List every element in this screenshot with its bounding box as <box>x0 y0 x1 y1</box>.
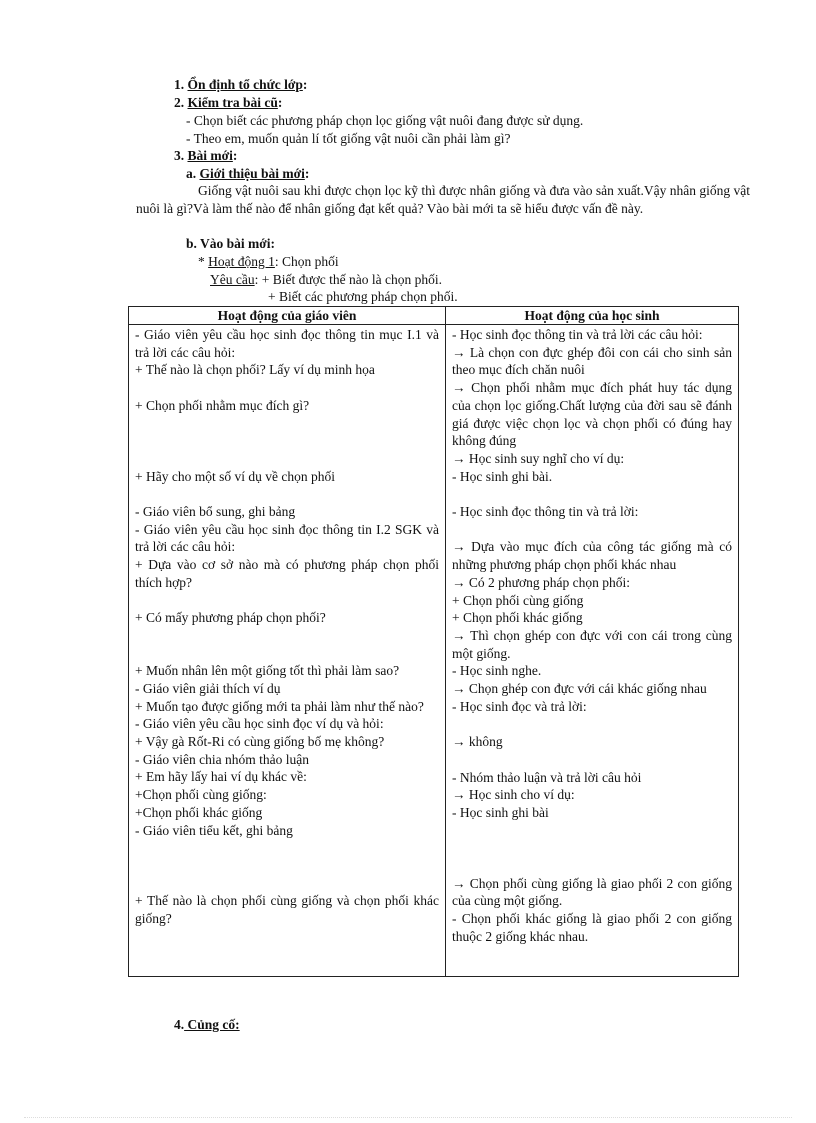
student-line: - Học sinh đọc thông tin và trả lời: <box>452 504 639 520</box>
teacher-column-header: Hoạt động của giáo viên <box>129 307 446 325</box>
section-4-heading: 4. Củng cố: <box>174 1017 240 1032</box>
intro-paragraph <box>136 182 750 217</box>
subsection-b-heading: b. Vào bài mới: <box>186 236 276 251</box>
teacher-line: - Giáo viên yêu cầu học sinh đọc thông tin I.2 SGK và trả lời các câu hỏi: <box>135 521 439 555</box>
student-line: + Chọn phối khác giống <box>452 610 583 626</box>
student-line: → Học sinh suy nghĩ cho ví dụ: <box>452 450 625 466</box>
teacher-line: + Thế nào là chọn phối cùng giống và chọn phối khác giống? <box>135 893 439 927</box>
activity-1-heading: * Hoạt động 1: Chọn phối <box>198 254 339 269</box>
student-line: - Nhóm thảo luận và trả lời câu hỏi <box>452 769 642 785</box>
teacher-line: - Giáo viên chia nhóm thảo luận <box>135 751 309 767</box>
teacher-line: - Giáo viên giải thích ví dụ <box>135 680 281 696</box>
teacher-line: + Em hãy lấy hai ví dụ khác về: <box>135 769 307 785</box>
section-2-title: Kiểm tra bài cũ <box>187 95 278 110</box>
student-activities-cell <box>446 325 739 977</box>
table-row <box>129 325 739 977</box>
section-3-title: Bài mới <box>187 148 233 163</box>
section-3-heading: 3. Bài mới: <box>174 148 238 163</box>
student-line: - Học sinh đọc thông tin và trả lời các câu hỏi: <box>452 327 703 342</box>
teacher-line: - Giáo viên yêu cầu học sinh đọc thông tin mục I.1 và trả lời các câu hỏi: <box>135 327 439 360</box>
teacher-line: +Chọn phối cùng giống: <box>135 787 267 803</box>
section-1-title: Ổn định tổ chức lớp <box>187 77 303 92</box>
section-4-title: Củng cố: <box>184 1017 240 1032</box>
teacher-line: - Giáo viên bổ sung, ghi bảng <box>135 503 296 519</box>
subsection-a-title: Giới thiệu bài mới <box>199 166 305 181</box>
requirement-line-1: Yêu cầu: + Biết được thế nào là chọn phối. <box>210 272 443 287</box>
student-line: → Chọn phối nhằm mục đích phát huy tác dụng của chọn lọc giống.Chất lượng của đời sau sẽ đánh giá được việc chọn lọc và chọn phối có đúng hay không đúng <box>452 380 732 449</box>
student-line: - Chọn phối khác giống là giao phối 2 con giống thuộc 2 giống khác nhau. <box>452 911 732 944</box>
teacher-line: +Chọn phối khác giống <box>135 804 263 820</box>
section-1-heading: 1. Ổn định tổ chức lớp: <box>174 77 308 92</box>
requirement-label: Yêu cầu <box>210 272 255 287</box>
student-line: → Là chọn con đực ghép đôi con cái cho sinh sản theo mục đích chăn nuôi <box>452 344 732 378</box>
teacher-line: + Hãy cho một số ví dụ về chọn phối <box>135 468 335 484</box>
subsection-b-title: Vào bài mới: <box>200 236 276 251</box>
requirement-line-2: + Biết các phương pháp chọn phối. <box>268 289 458 304</box>
activity-table <box>128 306 739 977</box>
teacher-line: + Có mấy phương pháp chọn phối? <box>135 610 326 626</box>
student-line: → Học sinh cho ví dụ: <box>452 787 575 803</box>
student-line: → Có 2 phương pháp chọn phối: <box>452 574 630 590</box>
review-question-2: - Theo em, muốn quản lí tốt giống vật nuôi cần phải làm gì? <box>186 131 511 146</box>
teacher-line: + Vậy gà Rốt-Ri có cùng giống bố mẹ không? <box>135 734 385 750</box>
student-line: → không <box>452 734 503 750</box>
teacher-activities-cell <box>129 325 446 977</box>
student-line: → Thì chọn ghép con đực với con cái trong cùng một giống. <box>452 627 732 661</box>
intro-text: Giống vật nuôi sau khi được chọn lọc kỹ thì được nhân giống và đưa vào sản xuất.Vậy nhân giống vật nuôi là gì?Và làm thế nào để nhân giống đạt kết quả? Vào bài mới ta sẽ hiểu được vấn đề này. <box>136 183 750 216</box>
teacher-line: + Muốn tạo được giống mới ta phải làm như thế nào? <box>135 698 424 714</box>
student-line: - Học sinh ghi bài. <box>452 468 553 484</box>
student-line: - Học sinh nghe. <box>452 663 542 679</box>
teacher-line: + Dựa vào cơ sở nào mà có phương pháp chọn phối thích hợp? <box>135 557 439 590</box>
student-line: → Dựa vào mục đích của công tác giống mà có những phương pháp chọn phối khác nhau <box>452 539 732 573</box>
student-line: → Chọn phối cùng giống là giao phối 2 con giống của cùng một giống. <box>452 875 732 909</box>
activity-1-label: Hoạt động 1 <box>208 254 275 269</box>
teacher-line: + Chọn phối nhằm mục đích gì? <box>135 397 310 413</box>
section-2-heading: 2. Kiểm tra bài cũ: <box>174 95 283 110</box>
subsection-a-heading: a. Giới thiệu bài mới: <box>186 166 310 181</box>
review-question-1: - Chọn biết các phương pháp chọn lọc giống vật nuôi đang được sử dụng. <box>186 113 584 128</box>
teacher-line: + Thế nào là chọn phối? Lấy ví dụ minh họa <box>135 362 375 378</box>
page-footer-divider <box>24 1117 792 1118</box>
student-line: → Chọn ghép con đực với cái khác giống nhau <box>452 681 707 697</box>
table-header-row <box>129 307 739 325</box>
teacher-line: + Muốn nhân lên một giống tốt thì phải làm sao? <box>135 663 400 679</box>
student-line: - Học sinh ghi bài <box>452 804 549 820</box>
student-line: - Học sinh đọc và trả lời: <box>452 698 587 714</box>
teacher-line: - Giáo viên tiểu kết, ghi bảng <box>135 822 293 838</box>
teacher-line: - Giáo viên yêu cầu học sinh đọc ví dụ và hỏi: <box>135 716 384 732</box>
student-line: + Chọn phối cùng giống <box>452 592 584 608</box>
student-column-header: Hoạt động của học sinh <box>446 307 739 325</box>
